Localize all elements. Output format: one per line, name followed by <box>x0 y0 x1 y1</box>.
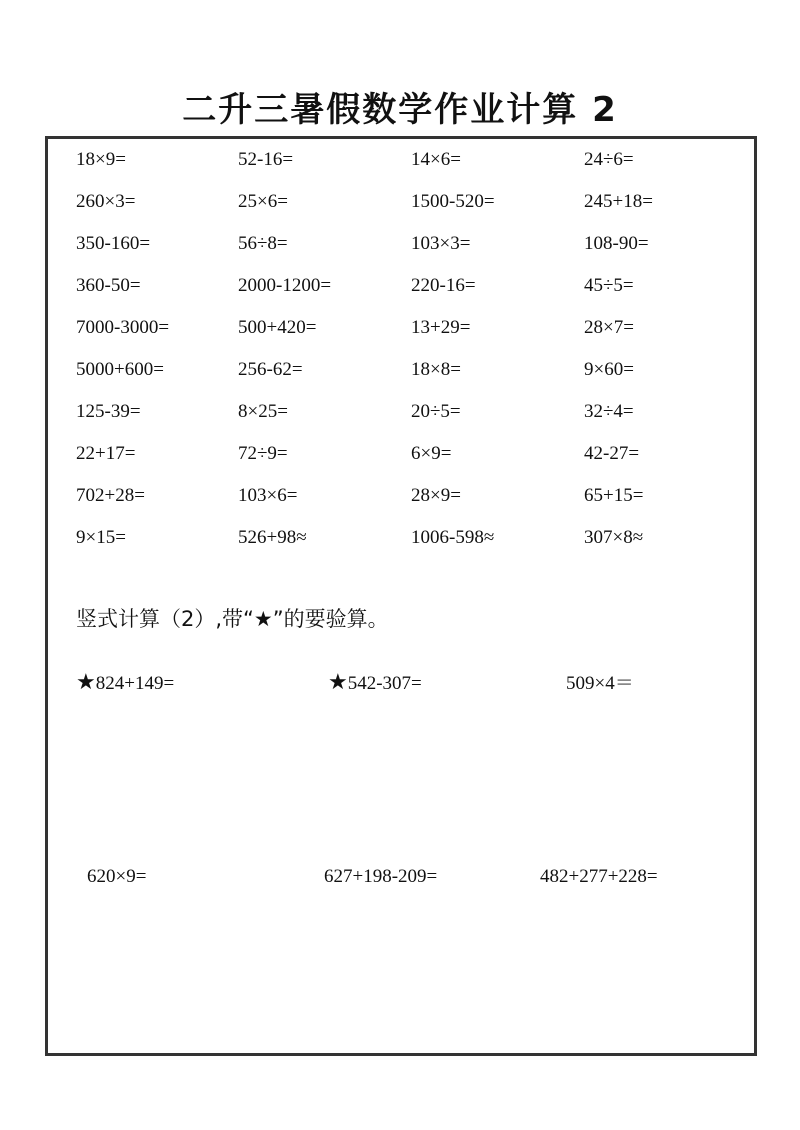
star-icon: ★ <box>76 670 96 695</box>
problem: 360-50= <box>76 275 141 296</box>
problem-row <box>76 525 726 567</box>
problem: 32÷4= <box>584 401 634 422</box>
problem-row <box>76 399 726 441</box>
section-heading: 竖式计算（2）,带“★”的要验算。 <box>76 607 389 631</box>
problem: 5000+600= <box>76 359 164 380</box>
problem: 350-160= <box>76 233 151 254</box>
vertical-problem <box>87 863 146 890</box>
vertical-problem <box>540 863 658 890</box>
problem: 65+15= <box>584 485 644 506</box>
problem: 28×7= <box>584 317 634 338</box>
problem: 103×6= <box>238 485 298 506</box>
problem: 72÷9= <box>238 443 288 464</box>
problem: 1006-598≈ <box>411 527 495 548</box>
problem: 108-90= <box>584 233 649 254</box>
problem-row <box>76 147 726 189</box>
problem-row <box>76 315 726 357</box>
problem: 245+18= <box>584 191 653 212</box>
vertical-problem <box>324 863 437 890</box>
problem: 42-27= <box>584 443 640 464</box>
problem: 45÷5= <box>584 275 634 296</box>
problem: 526+98≈ <box>238 527 307 548</box>
problem: 500+420= <box>238 317 317 338</box>
vertical-problem-text: 627+198-209= <box>324 866 438 887</box>
vertical-problem-text: 509×4＝ <box>566 673 634 694</box>
vertical-problem <box>76 670 174 697</box>
problem: 260×3= <box>76 191 136 212</box>
problem-row <box>76 483 726 525</box>
problem: 22+17= <box>76 443 136 464</box>
problem: 8×25= <box>238 401 288 422</box>
problem: 1500-520= <box>411 191 495 212</box>
problem: 52-16= <box>238 149 294 170</box>
problem: 56÷8= <box>238 233 288 254</box>
problem: 28×9= <box>411 485 461 506</box>
star-icon: ★ <box>328 670 348 695</box>
vertical-problem-text: 482+277+228= <box>540 866 658 887</box>
problem: 20÷5= <box>411 401 461 422</box>
problem-row <box>76 357 726 399</box>
problem: 220-16= <box>411 275 476 296</box>
problem-row <box>76 189 726 231</box>
problem: 702+28= <box>76 485 145 506</box>
vertical-problem-text: 824+149= <box>95 673 175 694</box>
problem-row <box>76 441 726 483</box>
problem: 24÷6= <box>584 149 634 170</box>
problem: 307×8≈ <box>584 527 644 548</box>
vertical-problem <box>328 670 422 697</box>
problem: 9×60= <box>584 359 634 380</box>
problem: 125-39= <box>76 401 141 422</box>
problem: 2000-1200= <box>238 275 332 296</box>
problem: 25×6= <box>238 191 288 212</box>
vertical-problem-text: 542-307= <box>347 673 422 694</box>
problem: 7000-3000= <box>76 317 170 338</box>
problem: 6×9= <box>411 443 452 464</box>
oral-calculation-grid <box>76 147 726 567</box>
problem: 18×8= <box>411 359 461 380</box>
problem: 14×6= <box>411 149 461 170</box>
page-title: 二升三暑假数学作业计算 2 <box>182 90 618 130</box>
problem: 13+29= <box>411 317 471 338</box>
problem: 103×3= <box>411 233 471 254</box>
problem-row <box>76 273 726 315</box>
vertical-problem <box>566 670 634 697</box>
problem: 9×15= <box>76 527 126 548</box>
vertical-problem-text: 620×9= <box>87 866 147 887</box>
problem-row <box>76 231 726 273</box>
problem: 256-62= <box>238 359 303 380</box>
problem: 18×9= <box>76 149 126 170</box>
